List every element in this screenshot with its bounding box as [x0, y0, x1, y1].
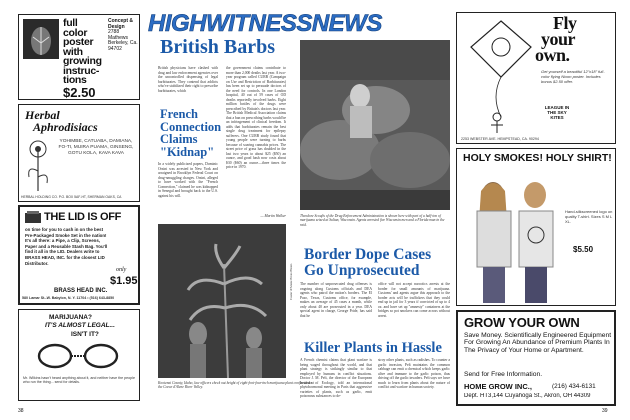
photo-right-caption: Theodore Scoufis of the Drug Enforcement Administration is shown here with part of a half-ton of marijuana seized at Sultan, Wisconsin. Agents arrested five Wisconsin men and a Florida man in the raid.	[300, 214, 445, 227]
killer-col2: stroy other plants, such as radishes. To counter a garlic invasion, Pelt maintains the common cabbage can emit a chemical which keeps garlic alive and immune to the garlic poison, thus driving off the garlic invaders. Pelt says we have much to learn from plants about the nature of conflict and warfare in human society.	[378, 358, 450, 389]
french-h4: "Kidnap"	[160, 144, 215, 159]
herbal-title2: Aphrodisiacs	[33, 120, 98, 134]
barbs-col2: the government claims contribute to more than 2,000 deaths last year. A two-year program called CURB (Campaign on Use and Restriction of Barbiturates) has been set up to persuade doctors of the need for controls. In one London hospital, 40 out of 59 cases of OD deaths reportedly involved barbs. Eight million bottles of the drugs were prescribed by Britain's doctors last year. The British Medical Association claims that a ban on prescribing barbs would be an infringement of clinical freedom. It adds that barbiturates remain the best single drug treatment for epilepsy sufferers. One CURB study found that young people were turning to barbs because of soaring cannabis prices. The street price of grass has doubled in the last two years to about $25 ($50) an ounce, and good hash now costs about $30 ($60) an ounce—three times the price in 1970.	[226, 66, 286, 169]
fly-line2: your	[541, 29, 575, 49]
shirt-ad	[456, 148, 616, 306]
herbal-ad	[18, 104, 140, 202]
page-number-right: 39	[602, 408, 608, 414]
poster-line4: with	[63, 45, 83, 58]
handcuffs-icon	[33, 340, 123, 372]
fly-ad	[456, 12, 616, 144]
barbs-byline: — Martin Walker	[260, 214, 286, 218]
photo-right-seizure	[300, 40, 450, 210]
poster-line7: tions	[63, 74, 87, 86]
border-h1: Border Dope Cases	[304, 246, 432, 263]
marijuana-body: Mr. Wilkins hasn't heard anything about it, and neither have the people who run the thing... send for details.	[23, 376, 135, 385]
poster-line3: poster	[63, 36, 94, 48]
herbal-title1: Herbal	[25, 108, 60, 122]
fly-footer: 2253 WEBSTER AVE. HEMPSTEAD, CA. 90294	[461, 137, 539, 141]
plant-photo-illustration	[158, 224, 286, 378]
barbs-col1: British physicians have clashed with drug and law enforcement agencies over the uncontrolled dispensing of legal barbiturates. They contend that addicts who've stabilized their right to prescribe barbiturates, which	[158, 66, 218, 93]
killer-headline: Killer Plants in Hassle	[304, 340, 442, 356]
barbs-headline: British Barbs	[160, 36, 276, 58]
french-h2: Connection	[160, 119, 222, 134]
poster-price: $2.50	[63, 85, 96, 100]
border-col2: office will not accept narcotics arrests at the border for small amounts of marijuana. Customs' and agents argue this approach to the border acts will be traffickers that they could end up in jail for 3 years if convicted of up to 4 oz. and have set up "amnesty" containers at the bridges so pot smokers can come across without arrest.	[378, 282, 450, 318]
flower-illustration-icon	[23, 137, 53, 191]
grow-address: Dept. HT3,144 Cuyahoga St., Akron, OH 44309	[464, 393, 591, 399]
marijuana-q2: IT'S ALMOST LEGAL...	[45, 322, 115, 329]
herbal-list: YOHIMBE, CATUABA, DAMIANA, FO-TI, MUIRA PUAMA, GINSENG, GOTU KOLA, KAVA KAVA	[58, 139, 134, 156]
poster-line5: growing	[63, 55, 102, 67]
border-headline	[304, 247, 431, 279]
lid-ad	[18, 205, 140, 305]
poster-ad	[18, 14, 140, 100]
lid-price: $1.95	[110, 275, 138, 287]
leaf-poster-icon	[23, 19, 59, 59]
kite-sign: LEAGUE IN THE SKY KITES	[544, 105, 570, 120]
poster-line1: full	[63, 17, 78, 29]
kite-flyer-illustration	[461, 17, 541, 133]
seizure-photo-illustration	[300, 40, 450, 210]
lid-title: THE LID IS OFF	[44, 211, 122, 223]
fly-line3: own.	[535, 45, 570, 65]
photo-credit: Coeur d'Alene Press Photo	[289, 263, 293, 300]
shirt-order: $5.50	[573, 245, 594, 254]
masthead: HIGHWITNESSNEWS	[148, 10, 382, 37]
french-h1: French	[160, 107, 198, 121]
french-body: In a widely publicized papers, Dominic Orsini was arrested in New York and arraigned in Brooklyn Federal Court on drug-smuggling charges. Orsini, alleged to have worked with the "French Connection," claimed he was kidnapped in Senegal and brought back to the U.S. against his will.	[158, 162, 218, 198]
lid-address: 580 Lamar St.-W. Babylon, N. Y. 11704 • (516) 643-8850	[22, 296, 115, 300]
grow-ad	[456, 310, 616, 406]
marijuana-q3: ISN'T IT?	[71, 331, 99, 338]
lid-bag-icon	[24, 210, 42, 224]
border-h2: Go Unprosecuted	[304, 262, 420, 279]
poster-address2: Berkeley, Ca.	[108, 40, 138, 46]
french-h3: Claims	[160, 132, 198, 146]
lid-body: on time for you to cash in on the best Pre-Packaged Smoke Set in the nation! It's all there: a Pipe, a Clip, Screens, Paper and a Reusable Stash Bag. You'll find it all in the LID. Dealers write to BRASS HEAD, INC. for the closest LID Distributor.	[25, 227, 108, 266]
shirt-body: Hand-silkscreened logo on quality T-shirt. Sizes S M L XL.	[565, 209, 613, 224]
lid-footer: BRASS HEAD INC.	[54, 288, 108, 294]
poster-image	[23, 19, 59, 59]
shirt-title: HOLY SMOKES! HOLY SHIRT!	[463, 152, 612, 164]
grow-body: Save Money. Scientifically Engineered Equipment For Growing An Abundance of Premium Plants In The Privacy of Your Home or Apartment.	[464, 332, 612, 354]
shirt-models-illustration	[461, 177, 561, 303]
poster-company: Concept &	[108, 18, 133, 24]
herbal-footer: HERBAL HOLDING CO. P.O. BOX 5AF-HT, SHERMAN OAKS, CA	[21, 195, 122, 199]
fly-body: Get yourself a beautiful 12"x18" full-color flying Nixon poster. Includes bonus $2.50 offer.	[541, 69, 605, 84]
grow-title: GROW YOUR OWN	[464, 315, 580, 330]
border-col1: The number of unprosecuted drug offenses is ongoing along Customs officials and DEA agents who patrol the nation's borders. The El Paso, Texas, Customs office, for example, makes an average of 45 cases a month, while only about 40 are prosecuted in a year. DEA special agent in charge, George Pride, has said that he	[300, 282, 372, 318]
photo-left-plant	[158, 224, 286, 378]
lid-only: only	[116, 267, 127, 273]
poster-address3: 94702	[108, 45, 122, 52]
photo-left-caption: Kootenai County, Idaho, law officers check out height of eight-foot-four-inch marijuana plant confiscated at the Coeur d'Alene River Valley.	[158, 381, 314, 390]
fly-line1: Fly	[553, 13, 577, 33]
killer-col1: A French chemist claims that plant warfare is being waged throughout the world, and that plant strategy is strikingly similar to that employed by humans in conflict situations. Doctor J. M. Pelt, the director of the European Institute of Ecology, told an international phytohormonal meeting in Paris that aggressive varieties of plants, such as garlic, emit poisonous substances to de-	[300, 358, 372, 398]
french-headline	[160, 108, 221, 158]
grow-company: HOME GROW INC.,	[464, 382, 532, 391]
poster-address1: 2788 Mathews	[108, 29, 129, 41]
poster-line6: instruc-	[63, 64, 100, 77]
marijuana-ad	[18, 309, 140, 401]
grow-cta: Send for Free Information.	[464, 371, 543, 378]
marijuana-q1: MARIJUANA?	[49, 314, 92, 321]
grow-phone: (216) 434-6131	[552, 383, 596, 390]
poster-company2: Design	[108, 23, 125, 30]
poster-line2: color	[63, 26, 88, 39]
page-number-left: 38	[18, 408, 24, 414]
